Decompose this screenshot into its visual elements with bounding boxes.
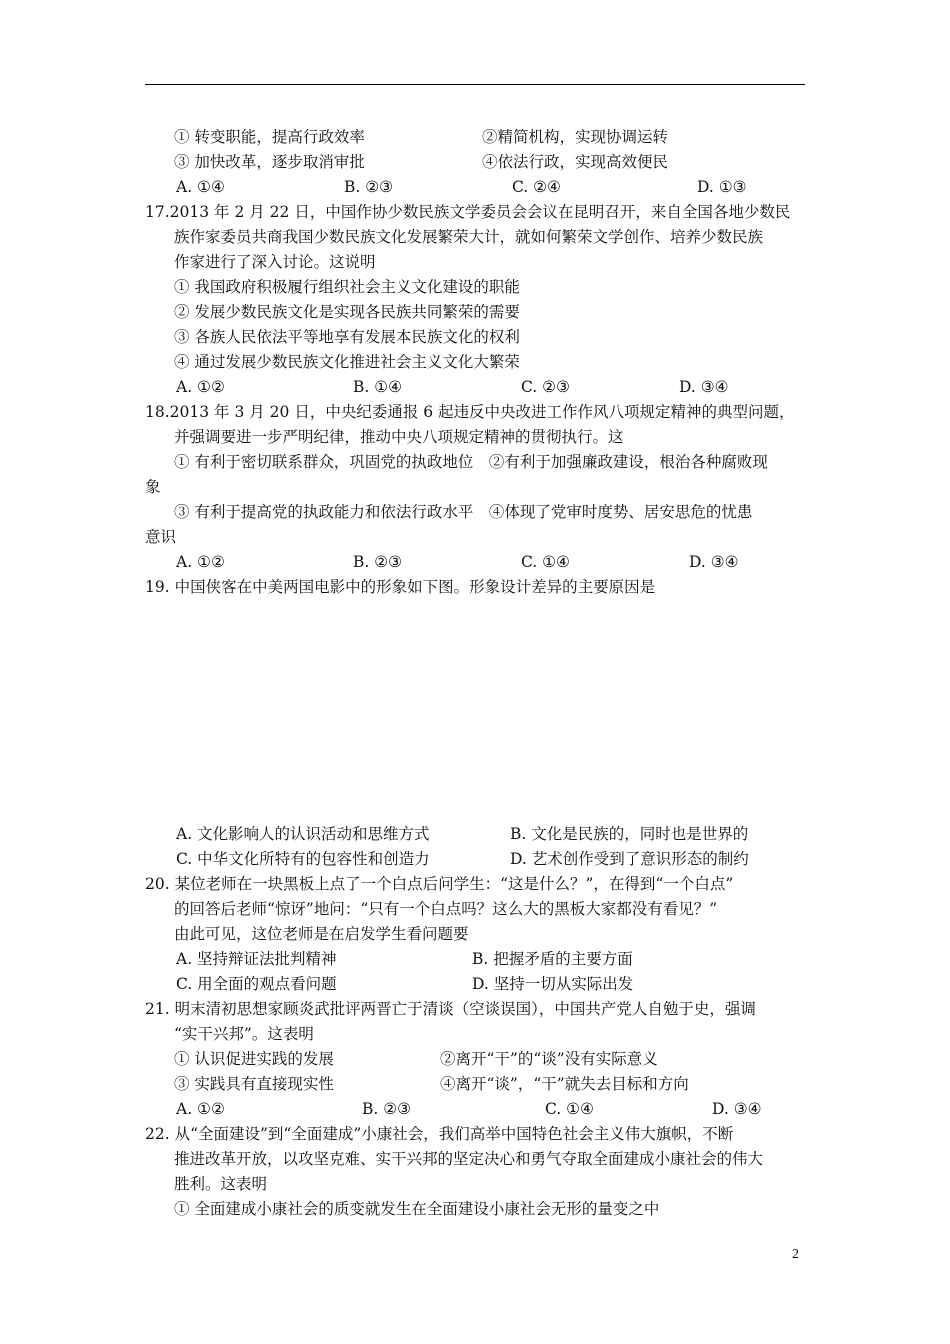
q16-answer-a: A. ①④ [176,178,225,196]
q21-answer-d: D. ③④ [712,1100,762,1118]
q18-answer-c: C. ①④ [521,553,570,571]
q18-options-1-2-continued: 象 [145,478,161,496]
q19-option-d: D. 艺术创作受到了意识形态的制约 [510,850,749,868]
q18-options-1-2: ① 有利于密切联系群众，巩固党的执政地位 ②有利于加强廉政建设，根治各种腐败现 [174,453,768,471]
q18-options-3-4: ③ 有利于提高党的执政能力和依法行政水平 ④体现了党审时度势、居安思危的忧患 [174,503,753,521]
q20-option-a: A. 坚持辩证法批判精神 [176,950,337,968]
q16-answer-d: D. ①③ [697,178,747,196]
q21-option-4: ④离开“谈”，“干”就失去目标和方向 [440,1075,689,1093]
q16-option-2: ②精简机构，实现协调运转 [482,128,669,146]
q17-option-1: ① 我国政府积极履行组织社会主义文化建设的职能 [174,278,520,296]
q18-options-3-4-continued: 意识 [145,528,177,546]
q20-option-d: D. 坚持一切从实际出发 [472,975,634,993]
q20-stem-line-1: 20. 某位老师在一块黑板上点了一个白点后问学生：“这是什么？”，在得到“一个白点” [145,875,734,893]
q16-answer-c: C. ②④ [512,178,561,196]
q17-option-3: ③ 各族人民依法平等地享有发展本民族文化的权利 [174,328,520,346]
q22-stem-line-1: 22. 从“全面建设”到“全面建成”小康社会，我们高举中国特色社会主义伟大旗帜，不断 [145,1125,734,1143]
q16-answer-b: B. ②③ [344,178,394,196]
q22-stem-line-3: 胜利。这表明 [174,1175,268,1193]
q19-option-a: A. 文化影响人的认识活动和思维方式 [176,825,430,843]
q20-stem-line-3: 由此可见，这位老师是在启发学生看问题要 [174,925,469,943]
q16-option-1: ① 转变职能，提高行政效率 [174,128,365,146]
q18-stem-line-1: 18.2013 年 3 月 20 日，中央纪委通报 6 起违反中央改进工作作风八项规定精神的典型问题， [145,403,795,421]
q18-answer-d: D. ③④ [689,553,739,571]
q16-option-3: ③ 加快改革，逐步取消审批 [174,153,365,171]
q17-option-2: ② 发展少数民族文化是实现各民族共同繁荣的需要 [174,303,520,321]
q22-stem-line-2: 推进改革开放，以攻坚克难、实干兴邦的坚定决心和勇气夺取全面建成小康社会的伟大 [174,1150,764,1168]
q17-option-4: ④ 通过发展少数民族文化推进社会主义文化大繁荣 [174,353,520,371]
q17-answer-a: A. ①② [176,378,225,396]
q19-stem: 19. 中国侠客在中美两国电影中的形象如下图。形象设计差异的主要原因是 [145,578,656,596]
q16-option-4: ④依法行政，实现高效便民 [482,153,669,171]
q17-stem-line-2: 族作家委员共商我国少数民族文化发展繁荣大计，就如何繁荣文学创作、培养少数民族 [174,228,764,246]
q20-stem-line-2: 的回答后老师“惊讶”地问：“只有一个白点吗？这么大的黑板大家都没有看见？” [174,900,718,918]
q18-stem-line-2: 并强调要进一步严明纪律，推动中央八项规定精神的贯彻执行。这 [174,428,624,446]
q21-option-2: ②离开“干”的“谈”没有实际意义 [440,1050,658,1068]
q17-answer-b: B. ①④ [353,378,403,396]
q21-option-3: ③ 实践具有直接现实性 [174,1075,334,1093]
q21-answer-a: A. ①② [176,1100,225,1118]
q18-answer-a: A. ①② [176,553,225,571]
q17-stem-line-1: 17.2013 年 2 月 22 日，中国作协少数民族文学委员会会议在昆明召开，来自全国各地少数民 [145,203,791,221]
q17-answer-d: D. ③④ [679,378,729,396]
header-rule [145,84,805,85]
q18-answer-b: B. ②③ [353,553,403,571]
q21-answer-b: B. ②③ [362,1100,412,1118]
page-number: 2 [792,1247,799,1262]
q21-stem-line-2: “实干兴邦”。这表明 [174,1025,314,1043]
q19-option-c: C. 中华文化所特有的包容性和创造力 [176,850,430,868]
q20-option-c: C. 用全面的观点看问题 [176,975,337,993]
q21-stem-line-1: 21. 明末清初思想家顾炎武批评两晋亡于清谈（空谈误国），中国共产党人自勉于史，强调 [145,1000,756,1018]
q22-option-1: ① 全面建成小康社会的质变就发生在全面建设小康社会无形的量变之中 [174,1200,660,1218]
q21-option-1: ① 认识促进实践的发展 [174,1050,334,1068]
q20-option-b: B. 把握矛盾的主要方面 [472,950,633,968]
q17-answer-c: C. ②③ [521,378,570,396]
q21-answer-c: C. ①④ [545,1100,594,1118]
q17-stem-line-3: 作家进行了深入讨论。这说明 [174,253,376,271]
q19-option-b: B. 文化是民族的，同时也是世界的 [510,825,749,843]
